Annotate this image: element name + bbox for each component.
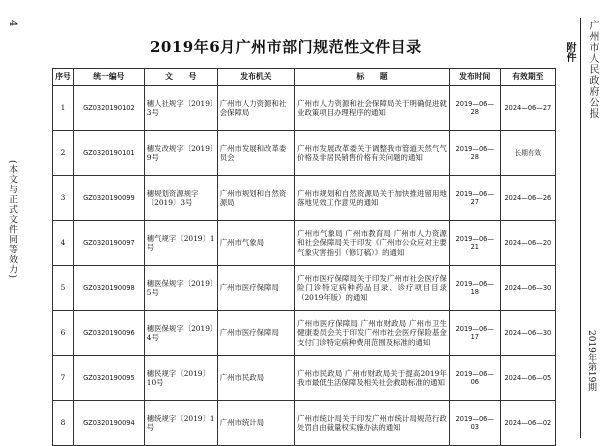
document-number: 穗医保规字〔2019〕5号 [144,266,217,311]
expiry-date: 2024—06—02 [500,401,555,446]
publish-date: 2019—06—21 [449,221,500,266]
document-title-cell: 广州市气象局 广州市教育局 广州市人力资源和社会保障局关于印发《广州市公众应对主要气象灾害指引（修订稿）》的通知 [295,221,450,266]
publish-date: 2019—06—27 [449,176,500,221]
side-note: (本文与正式文件同等效力) [7,160,17,280]
document-title-cell: 广州市民政局 广州市财政局关于提高2019年我市最低生活保障及相关社会救助标准的通知 [295,356,450,401]
table-header-row [53,69,556,86]
document-number: 穗发改规字〔2019〕9号 [144,131,217,176]
table-body [53,86,556,446]
document-title-cell: 广州市统计局关于印发广州市统计局规范行政处罚自由裁量权实施办法的通知 [295,401,450,446]
row-index: 7 [53,356,74,401]
expiry-date: 长期有效 [500,131,555,176]
document-title-cell: 广州市医疗保障局关于印发广州市社会医疗保险门诊特定病种药品目录、诊疗项目目录（2019年版）的通知 [295,266,450,311]
document-title-cell: 广州市人力资源和社会保障局关于明确促进就业政策项目办理程序的通知 [295,86,450,131]
unified-code: GZ0320190097 [74,221,145,266]
table-row [53,221,556,266]
unified-code: GZ0320190099 [74,176,145,221]
row-index: 1 [53,86,74,131]
publication-name: 广州市人民政府公报 [587,20,598,119]
document-number: 穗人社规字〔2019〕3号 [144,86,217,131]
publish-date: 2019—06—06 [449,356,500,401]
expiry-date: 2024—06—20 [500,221,555,266]
header-issuer: 发布机关 [217,69,294,86]
appendix-label: 附件 [564,42,575,62]
issuing-agency: 广州市发展和改革委员会 [217,131,294,176]
issuing-agency: 广州市医疗保障局 [217,266,294,311]
issuing-agency: 广州市医疗保障局 [217,311,294,356]
issuing-agency: 广州市气象局 [217,221,294,266]
unified-code: GZ0320190101 [74,131,145,176]
expiry-date: 2024—06—26 [500,176,555,221]
document-number: 穗民规字〔2019〕10号 [144,356,217,401]
table-row [53,356,556,401]
publish-date: 2019—06—28 [449,131,500,176]
expiry-date: 2024—06—30 [500,311,555,356]
publish-date: 2019—06—18 [449,266,500,311]
unified-code: GZ0320190102 [74,86,145,131]
header-expiry: 有效期至 [500,69,555,86]
row-index: 8 [53,401,74,446]
regulation-table [52,68,556,446]
margin-divider [580,18,581,438]
document-number: 穗医保规字〔2019〕4号 [144,311,217,356]
unified-code: GZ0320190094 [74,401,145,446]
document-number: 穗规划资源规字〔2019〕3号 [144,176,217,221]
unified-code: GZ0320190098 [74,266,145,311]
publish-date: 2019—06—17 [449,311,500,356]
issuing-agency: 广州市民政局 [217,356,294,401]
row-index: 3 [53,176,74,221]
unified-code: GZ0320190095 [74,356,145,401]
document-title-cell: 广州市发展改革委关于调整我市管道天然气气价格及非居民销售价格有关问题的通知 [295,131,450,176]
row-index: 6 [53,311,74,356]
issuing-agency: 广州市统计局 [217,401,294,446]
header-date: 发布时间 [449,69,500,86]
table-row [53,266,556,311]
header-doc-number: 文 号 [144,69,217,86]
document-title-cell: 广州市医疗保障局 广州市财政局 广州市卫生健康委员会关于印发广州市社会医疗保险基金支付门诊特定病种费用范围及标准的通知 [295,311,450,356]
table-row [53,131,556,176]
header-code: 统一编号 [74,69,145,86]
row-index: 5 [53,266,74,311]
expiry-date: 2024—06—05 [500,356,555,401]
publication-issue: 2019年第19期 [586,330,596,392]
page-number: 4 [7,20,18,27]
document-number: 穗统规字〔2019〕1号 [144,401,217,446]
expiry-date: 2024—06—27 [500,86,555,131]
table-row [53,311,556,356]
document-title: 2019年6月广州市部门规范性文件目录 [150,38,422,56]
row-index: 2 [53,131,74,176]
document-title-cell: 广州市规划和自然资源局关于加快推进留用地落地见效工作意见的通知 [295,176,450,221]
publish-date: 2019—06—03 [449,401,500,446]
document-number: 穗气规字〔2019〕1号 [144,221,217,266]
publish-date: 2019—06—28 [449,86,500,131]
header-title: 标 题 [295,69,450,86]
header-index: 序号 [53,69,74,86]
expiry-date: 2024—06—30 [500,266,555,311]
issuing-agency: 广州市规划和自然资源局 [217,176,294,221]
issuing-agency: 广州市人力资源和社会保障局 [217,86,294,131]
unified-code: GZ0320190096 [74,311,145,356]
row-index: 4 [53,221,74,266]
table-row [53,86,556,131]
table-row [53,176,556,221]
